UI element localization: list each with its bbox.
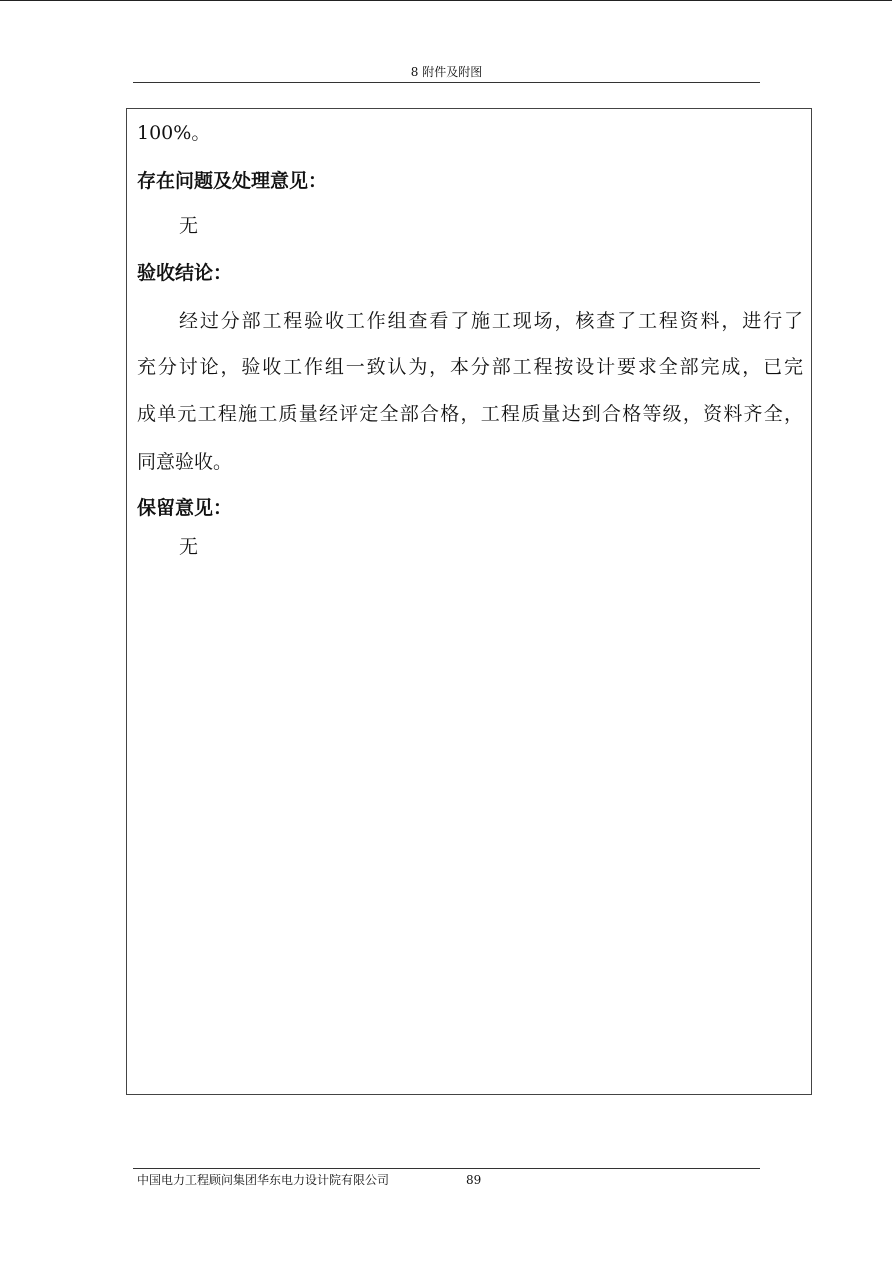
conclusion-line-4: 同意验收。 — [137, 451, 233, 473]
conclusion-line-2: 充分讨论，验收工作组一致认为，本分部工程按设计要求全部完成，已完 — [137, 356, 803, 378]
conclusion-heading: 验收结论： — [137, 262, 233, 284]
issues-text: 无 — [179, 215, 199, 237]
reserved-heading: 保留意见： — [137, 497, 233, 519]
content-box — [126, 108, 812, 1095]
footer-rule — [133, 1168, 760, 1169]
percent-line: 100%。 — [137, 122, 211, 144]
page-number: 89 — [466, 1173, 482, 1187]
issues-heading: 存在问题及处理意见： — [137, 170, 328, 192]
footer-company: 中国电力工程顾问集团华东电力设计院有限公司 — [137, 1173, 390, 1187]
conclusion-line-1: 经过分部工程验收工作组查看了施工现场，核查了工程资料，进行了 — [179, 310, 803, 332]
page-top-border — [0, 0, 892, 1]
header-rule — [133, 82, 760, 83]
conclusion-line-3: 成单元工程施工质量经评定全部合格，工程质量达到合格等级，资料齐全， — [137, 403, 803, 425]
reserved-text: 无 — [179, 536, 199, 558]
page-header: 8 附件及附图 — [410, 65, 483, 79]
